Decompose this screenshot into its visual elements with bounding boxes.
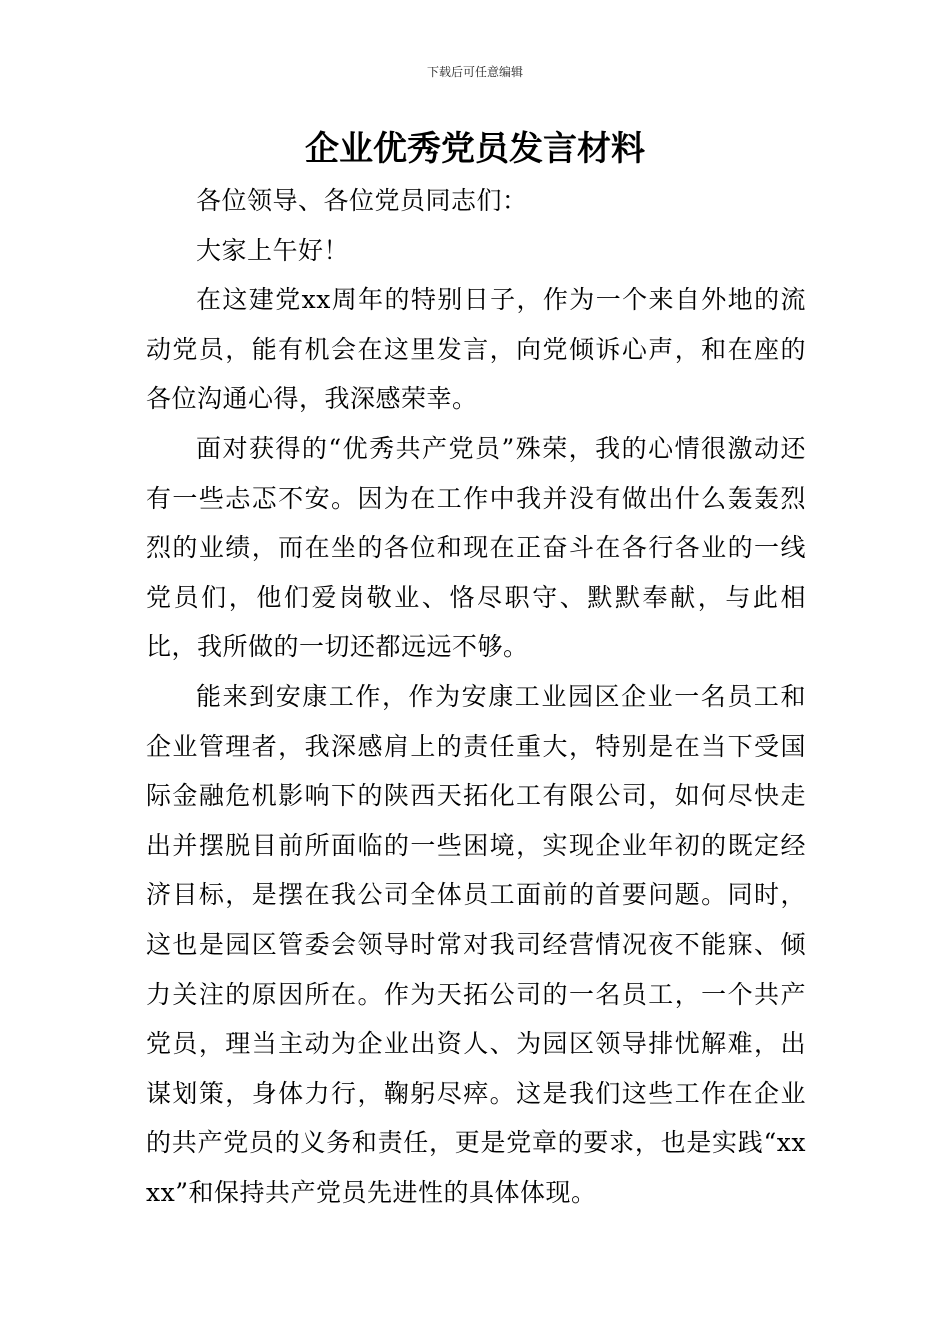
- greeting: 大家上午好！: [196, 235, 350, 265]
- paragraph: 在这建党xx周年的特别日子，作为一个来自外地的流动党员，能有机会在这里发言，向党倾诉心声，和在座的各位沟通心得，我深感荣幸。: [146, 285, 806, 414]
- salutation: 各位领导、各位党员同志们：: [196, 186, 528, 215]
- page-title: 企业优秀党员发言材料: [305, 129, 645, 169]
- document-body: [146, 176, 806, 1217]
- header-note: 下载后可任意编辑: [426, 65, 523, 79]
- paragraph: 能来到安康工作，作为安康工业园区企业一名员工和企业管理者，我深感肩上的责任重大，特别是在当下受国际金融危机影响下的陕西天拓化工有限公司，如何尽快走出并摆脱目前所面临的一些困境，实现企业年初的既定经济目标，是摆在我公司全体员工面前的首要问题。同时，这也是园区管委会领导时常对我司经营情况夜不能寐、倾力关注的原因所在。作为天拓公司的一名员工，一个共产党员，理当主动为企业出资人、为园区领导排忧解难，出谋划策，身体力行，鞠躬尽瘁。这是我们这些工作在企业的共产党员的义务和责任，更是党章的要求，也是实践“xxxx”和保持共产党员先进性的具体体现。: [146, 681, 806, 1207]
- paragraph: 面对获得的“优秀共产党员”殊荣，我的心情很激动还有一些忐忑不安。因为在工作中我并没有做出什么轰轰烈烈的业绩，而在坐的各位和现在正奋斗在各行各业的一线党员们，他们爱岗敬业、恪尽职守、默默奉献，与此相比，我所做的一切还都远远不够。: [146, 433, 806, 662]
